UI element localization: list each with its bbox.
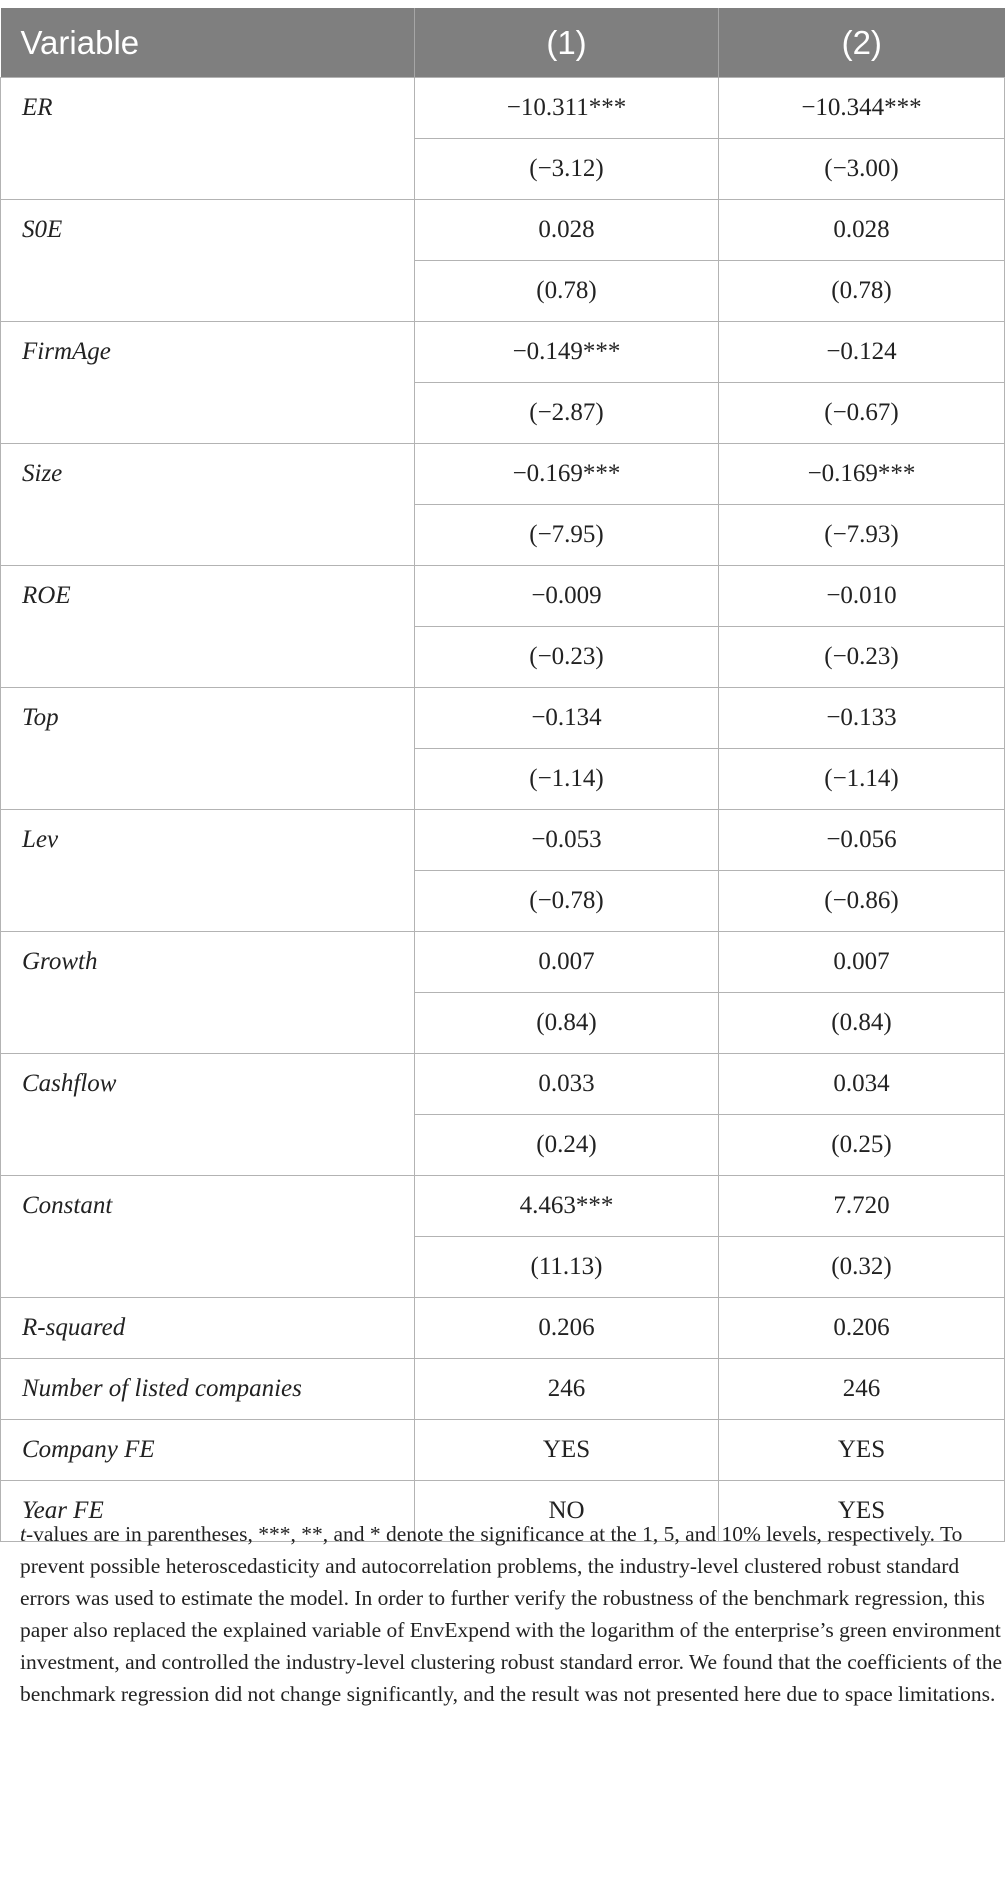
coef-col-1: −0.134 [415,688,719,749]
summary-col-2: 0.206 [719,1298,1005,1359]
regression-table-container [0,8,1004,1542]
tvalue-col-2: (0.84) [719,993,1005,1054]
table-row [1,78,1005,139]
tvalue-col-2: (−0.23) [719,627,1005,688]
summary-col-1: NO [415,1481,719,1542]
tvalue-col-2: (0.32) [719,1237,1005,1298]
coef-col-2: −0.010 [719,566,1005,627]
tvalue-col-1: (−7.95) [415,505,719,566]
footnote-italic-t: t [20,1521,26,1546]
header-col-2: (2) [719,8,1005,78]
regression-table [0,8,1005,1542]
summary-label: Year FE [1,1481,415,1542]
summary-label: R-squared [1,1298,415,1359]
coef-col-1: −0.053 [415,810,719,871]
tvalue-col-1: (0.84) [415,993,719,1054]
table-row-summary [1,1298,1005,1359]
coef-col-2: −0.124 [719,322,1005,383]
coef-col-2: 0.034 [719,1054,1005,1115]
coef-col-1: 4.463*** [415,1176,719,1237]
tvalue-col-2: (−7.93) [719,505,1005,566]
table-row [1,1176,1005,1237]
header-variable: Variable [1,8,415,78]
tvalue-col-1: (−3.12) [415,139,719,200]
tvalue-col-2: (0.25) [719,1115,1005,1176]
tvalue-col-1: (0.78) [415,261,719,322]
table-row-summary [1,1420,1005,1481]
table-row [1,688,1005,749]
tvalue-col-1: (−0.78) [415,871,719,932]
coef-col-2: −0.133 [719,688,1005,749]
coef-col-2: 7.720 [719,1176,1005,1237]
coef-col-2: −10.344*** [719,78,1005,139]
tvalue-col-2: (−1.14) [719,749,1005,810]
coef-col-1: 0.007 [415,932,719,993]
table-row [1,932,1005,993]
table-row [1,810,1005,871]
coef-col-1: 0.028 [415,200,719,261]
table-row [1,322,1005,383]
table-body [1,78,1005,1542]
summary-col-1: 246 [415,1359,719,1420]
tvalue-col-2: (0.78) [719,261,1005,322]
variable-name: Growth [1,932,415,1054]
summary-col-2: YES [719,1481,1005,1542]
header-col-1: (1) [415,8,719,78]
footnote-text: -values are in parentheses, ***, **, and * denote the significance at the 1, 5, and 10% levels, respectively. To prevent possible heteroscedasticity and autocorrelation problems, the industry-level clustered robust standard errors was used to estimate the model. In order to further verify the robustness of the benchmark regression, this paper also replaced the explained variable of EnvExpend with the logarithm of the enterprise’s green environment investment, and controlled the industry-level clustering robust standard error. We found that the coefficients of the benchmark regression did not change significantly, and the result was not presented here due to space limitations. [20,1521,1003,1706]
table-row [1,1054,1005,1115]
coef-col-1: −0.169*** [415,444,719,505]
variable-name: Size [1,444,415,566]
coef-col-2: 0.007 [719,932,1005,993]
tvalue-col-2: (−0.67) [719,383,1005,444]
coef-col-2: −0.169*** [719,444,1005,505]
summary-col-2: YES [719,1420,1005,1481]
coef-col-2: 0.028 [719,200,1005,261]
variable-name: Lev [1,810,415,932]
coef-col-1: 0.033 [415,1054,719,1115]
coef-col-1: −0.149*** [415,322,719,383]
summary-col-2: 246 [719,1359,1005,1420]
summary-col-1: YES [415,1420,719,1481]
tvalue-col-1: (11.13) [415,1237,719,1298]
variable-name: Cashflow [1,1054,415,1176]
tvalue-col-2: (−3.00) [719,139,1005,200]
variable-name: FirmAge [1,322,415,444]
tvalue-col-1: (0.24) [415,1115,719,1176]
table-row [1,566,1005,627]
variable-name: ER [1,78,415,200]
variable-name: Top [1,688,415,810]
variable-name: S0E [1,200,415,322]
header-row [1,8,1005,78]
tvalue-col-1: (−1.14) [415,749,719,810]
table-header [1,8,1005,78]
coef-col-2: −0.056 [719,810,1005,871]
tvalue-col-1: (−0.23) [415,627,719,688]
summary-col-1: 0.206 [415,1298,719,1359]
summary-label: Number of listed companies [1,1359,415,1420]
coef-col-1: −10.311*** [415,78,719,139]
summary-label: Company FE [1,1420,415,1481]
coef-col-1: −0.009 [415,566,719,627]
variable-name: Constant [1,1176,415,1298]
table-row [1,200,1005,261]
table-row-summary [1,1359,1005,1420]
table-row [1,444,1005,505]
tvalue-col-2: (−0.86) [719,871,1005,932]
table-footnote [20,1518,1005,1710]
tvalue-col-1: (−2.87) [415,383,719,444]
variable-name: ROE [1,566,415,688]
